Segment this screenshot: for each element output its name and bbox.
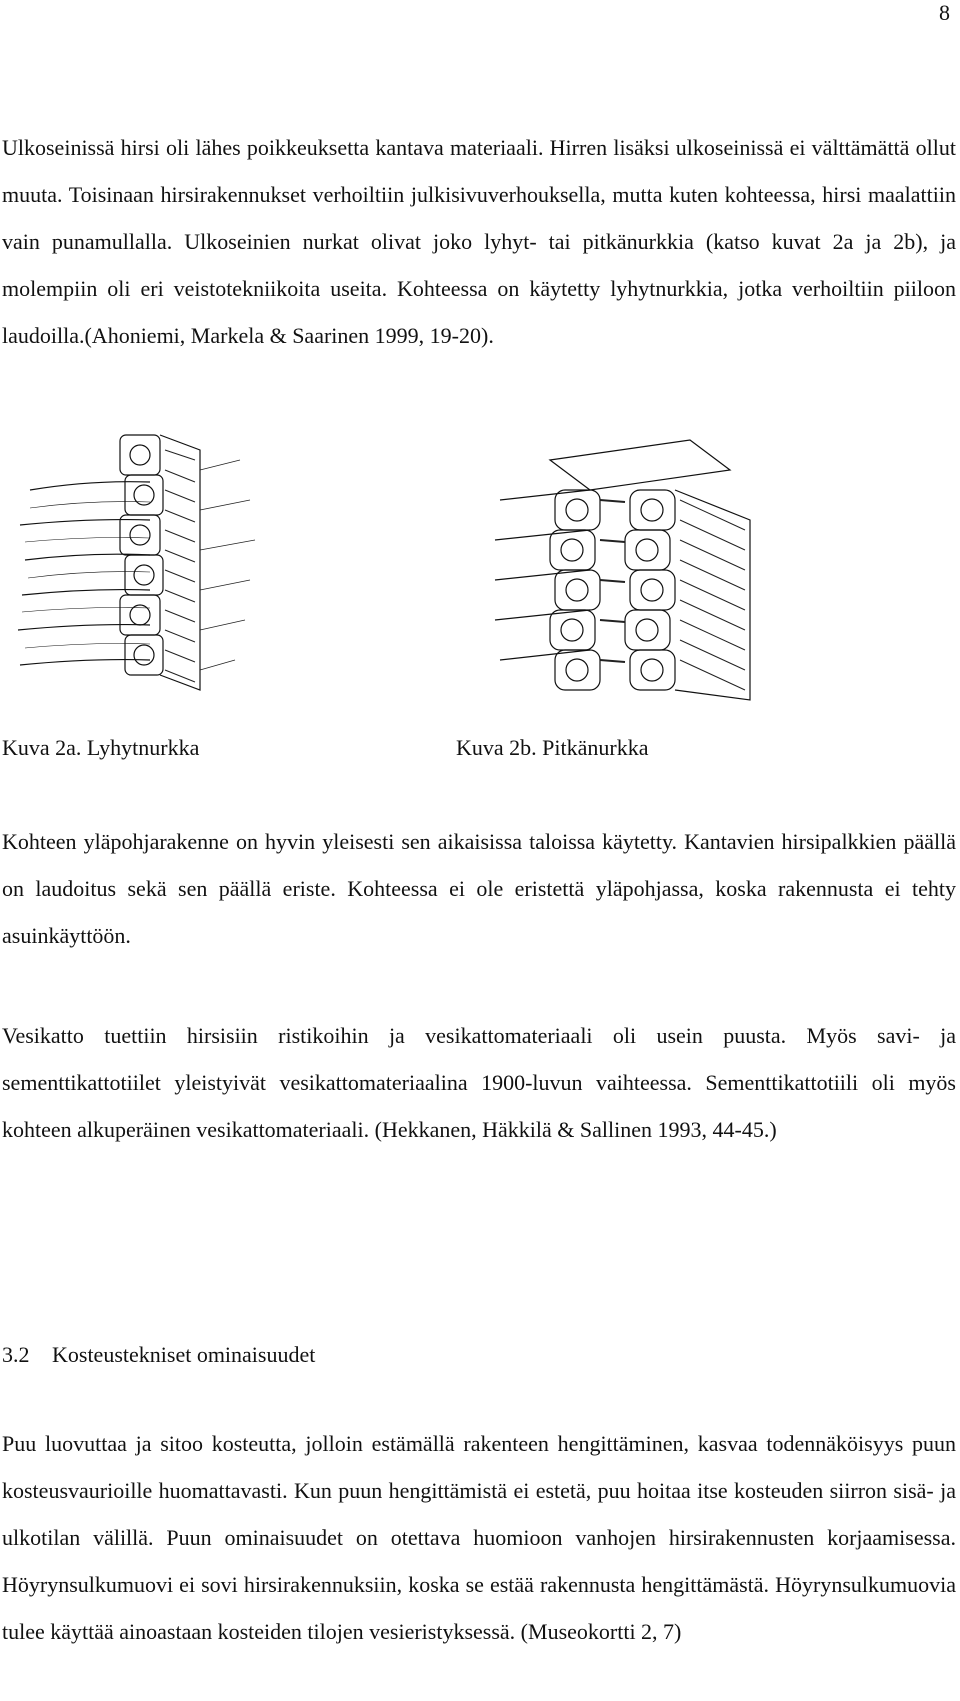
section-heading [2,1342,315,1368]
figure-2b-caption: Kuva 2b. Pitkänurkka [456,735,649,760]
paragraph-roofing: Vesikatto tuettiin hirsisiin ristikoihin ja vesikattomateriaali oli usein puusta. Myös savi- ja sementtikattotiilet yleistyivät vesikattomateriaalina 1900-luvun vaihteessa. Sementtikattotiili oli myös kohteen alkuperäinen vesikattomateriaali. (Hekkanen, Häkkilä & Sallinen 1993, 44-45.) [2,1023,956,1142]
long-corner-drawing [460,430,790,710]
paragraph-moisture: Puu luovuttaa ja sitoo kosteutta, jolloin estämällä rakenteen hengittäminen, kasvaa todennäköisyys puun kosteusvaurioille huomattavasti. Kun puun hengittämistä ei estetä, puu hoitaa itse kosteuden siirron sisä- ja ulkotilan välillä. Puun ominaisuudet on otettava huomioon vanhojen hirsirakennusten korjaamisessa. Höyrynsulkumuovi ei sovi hirsirakennuksiin, koska se estää rakennusta hengittämästä. Höyrynsulkumuovia tulee käyttää ainoastaan kosteiden tilojen vesieristyksessä. (Museokortti 2, 7) [2,1431,956,1644]
page-number: 8 [939,0,950,25]
paragraph-exterior-walls: Ulkoseinissä hirsi oli lähes poikkeuksetta kantava materiaali. Hirren lisäksi ulkoseinissä ei välttämättä ollut muuta. Toisinaan hirsirakennukset verhoiltiin julkisivuverhouksella, mutta kuten kohteessa, hirsi maalattiin vain punamullalla. Ulkoseinien nurkat olivat joko lyhyt- tai pitkänurkkia (katso kuvat 2a ja 2b), ja molempiin oli eri veistotekniikoita useita. Kohteessa on käytetty lyhytnurkkia, jotka verhoiltiin piiloon laudoilla.(Ahoniemi, Markela & Saarinen 1999, 19-20). [2,135,956,348]
section-number: 3.2 [2,1342,30,1367]
short-corner-drawing [0,430,330,710]
figure-2a-caption: Kuva 2a. Lyhytnurkka [2,735,200,760]
paragraph-roof-structure: Kohteen yläpohjarakenne on hyvin yleisesti sen aikaisissa taloissa käytetty. Kantavien hirsipalkkien päällä on laudoitus sekä sen päällä eriste. Kohteessa ei ole eristettä yläpohjassa, koska rakennusta ei tehty asuinkäyttöön. [2,829,956,948]
section-title: Kosteustekniset ominaisuudet [52,1342,316,1367]
